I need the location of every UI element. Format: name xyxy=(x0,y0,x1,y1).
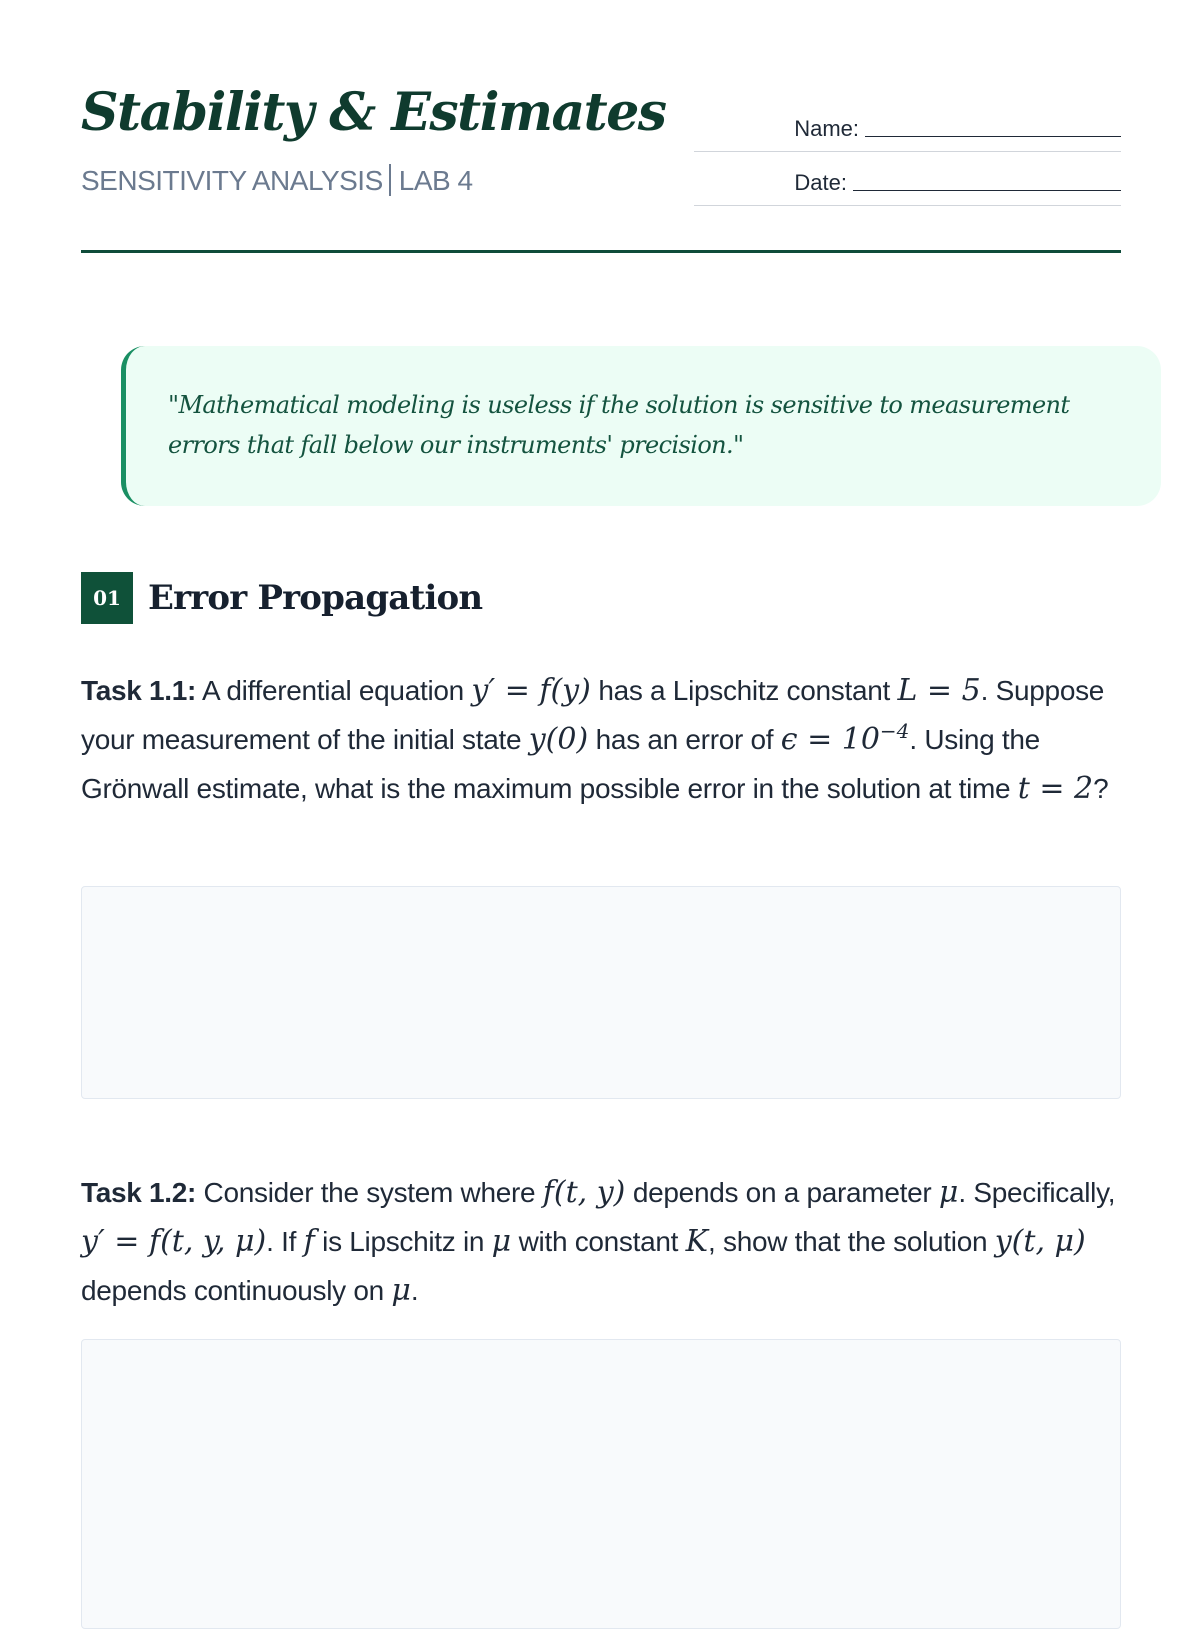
name-label: Name: xyxy=(794,116,859,141)
math-expression: y(0) xyxy=(528,722,589,757)
subtitle-divider xyxy=(389,164,391,196)
task-text: ? xyxy=(1093,773,1109,804)
task-text: Consider the system where xyxy=(196,1177,543,1208)
task-1-1-prompt xyxy=(81,666,1121,813)
quote-text: "Mathematical modeling is useless if the solution is sensitive to measurement errors that fall below our instruments' precision." xyxy=(168,391,1070,459)
task-text: . xyxy=(410,1275,419,1306)
task-label: Task 1.1: xyxy=(81,675,197,706)
math-expression: t = 2 xyxy=(1017,771,1094,806)
task-text: . Using the Grönwall estimate, what is the maximum possible error in the solution at time xyxy=(81,724,1040,804)
worksheet-page xyxy=(81,0,1121,1600)
task-text: depends continuously on xyxy=(81,1275,392,1306)
intro-quote xyxy=(121,346,1161,506)
task-text: . Suppose your measurement of the initial state xyxy=(81,675,1105,755)
math-expression: y′ = f(t, y, μ) xyxy=(81,1224,267,1259)
date-label: Date: xyxy=(794,170,847,195)
math-expression: L = 5 xyxy=(897,673,981,708)
name-field[interactable] xyxy=(865,136,1121,137)
math-expression: f xyxy=(303,1224,315,1259)
task-text: has a Lipschitz constant xyxy=(590,675,898,706)
task-text: with constant xyxy=(511,1226,686,1257)
math-expression: K xyxy=(685,1224,709,1259)
lab-number: LAB 4 xyxy=(398,165,473,196)
section-title: Error Propagation xyxy=(148,578,483,618)
task-text: A differential equation xyxy=(196,675,472,706)
task-text: , show that the solution xyxy=(708,1226,995,1257)
task-text: has an error of xyxy=(588,724,781,755)
math-expression: f(t, y) xyxy=(542,1175,626,1210)
math-expression: y′ = f(y) xyxy=(471,673,591,708)
date-field-row xyxy=(694,152,1121,206)
course-name: SENSITIVITY ANALYSIS xyxy=(81,165,383,196)
worksheet-header xyxy=(81,78,1121,253)
task-text: is Lipschitz in xyxy=(314,1226,492,1257)
math-exponent: −4 xyxy=(879,719,910,743)
date-field[interactable] xyxy=(853,190,1121,191)
task-1-1-answer-box[interactable] xyxy=(81,886,1121,1099)
name-field-row xyxy=(694,98,1121,152)
student-info-fields xyxy=(694,98,1121,206)
task-text: . Specifically, xyxy=(958,1177,1116,1208)
page-subtitle xyxy=(81,164,473,197)
section-header xyxy=(81,572,482,624)
math-expression: y(t, μ) xyxy=(994,1224,1086,1259)
math-base: ϵ = 10 xyxy=(780,722,880,757)
section-number-badge: 01 xyxy=(81,572,133,624)
task-1-2-prompt xyxy=(81,1168,1121,1315)
math-expression: μ xyxy=(391,1273,411,1308)
task-text: . If xyxy=(266,1226,304,1257)
task-1-2-answer-box[interactable] xyxy=(81,1339,1121,1629)
math-expression: μ xyxy=(938,1175,959,1210)
math-expression: μ xyxy=(491,1224,512,1259)
task-text: depends on a parameter xyxy=(625,1177,939,1208)
task-label: Task 1.2: xyxy=(81,1177,197,1208)
math-expression xyxy=(780,719,910,757)
page-title: Stability & Estimates xyxy=(81,82,666,143)
